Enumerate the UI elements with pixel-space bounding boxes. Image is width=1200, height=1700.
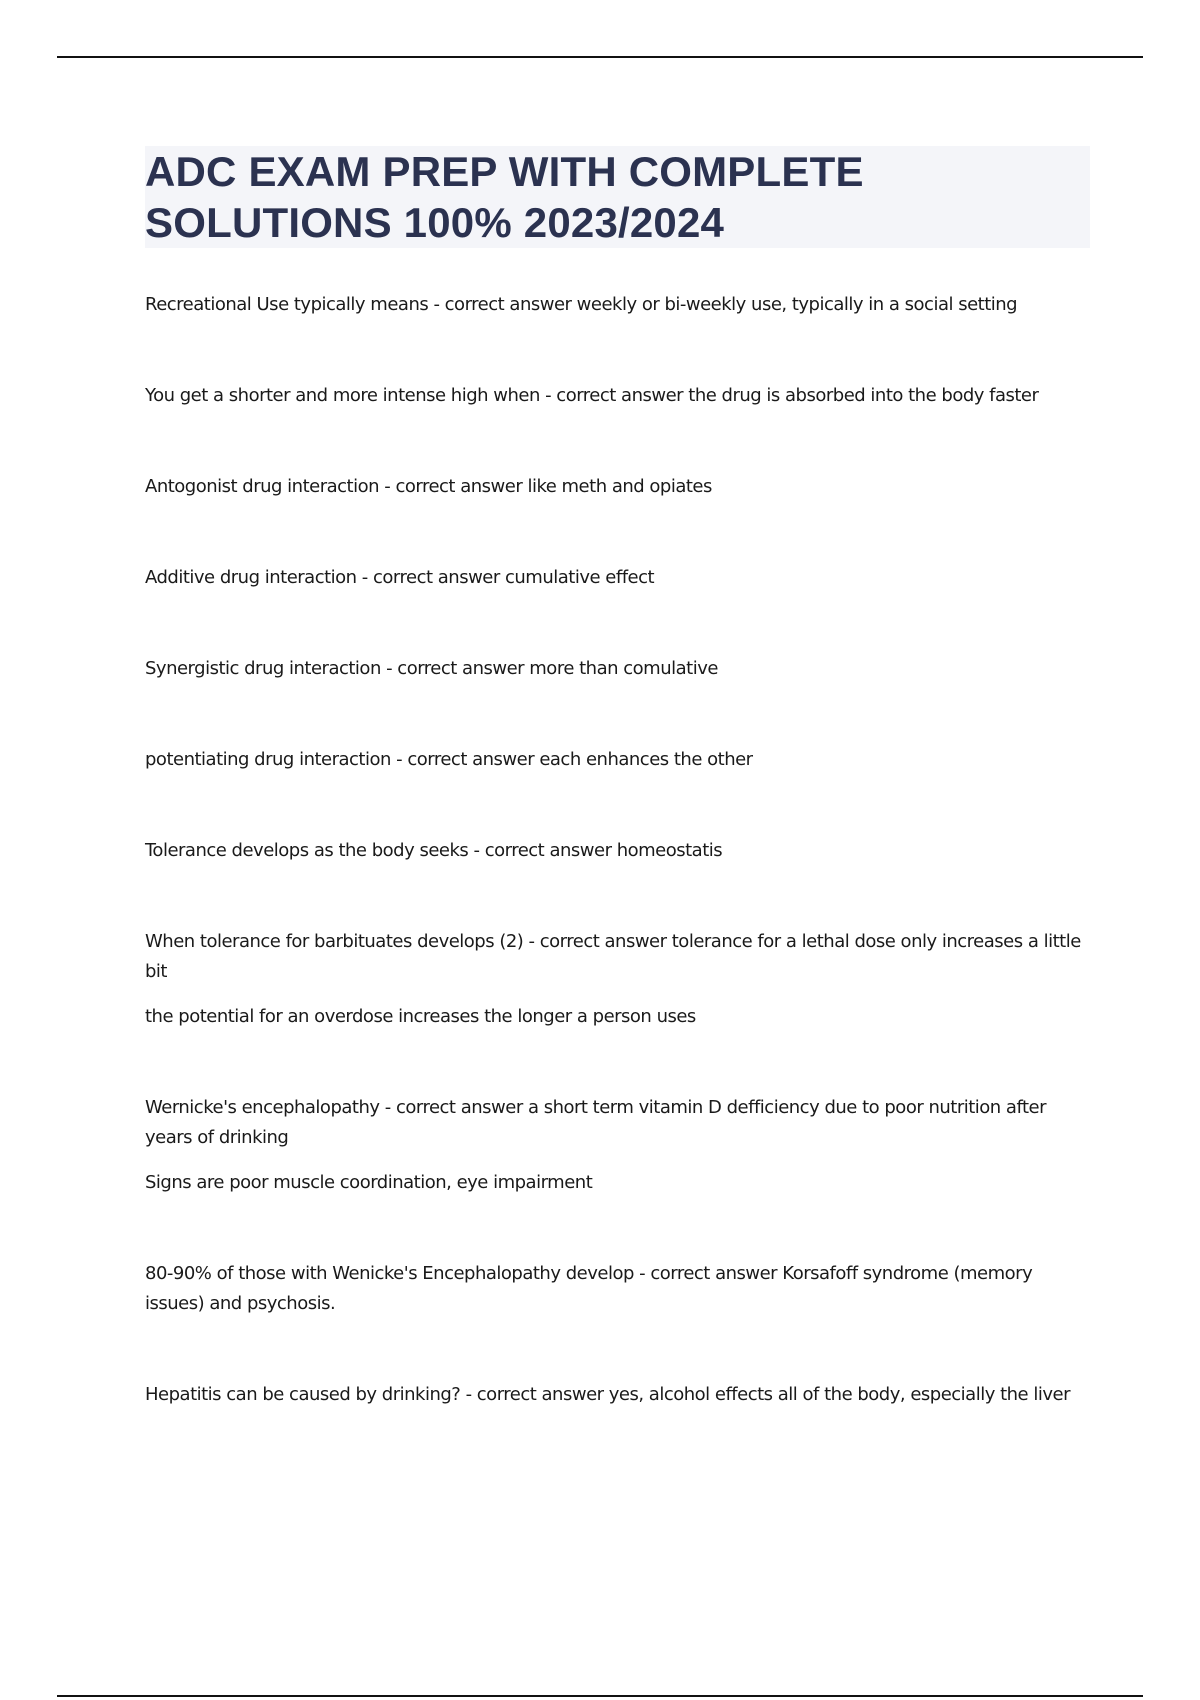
qa-text: Recreational Use typically means - correct answer weekly or bi-weekly use, typically in a social setting [145, 294, 1018, 315]
top-rule [57, 56, 1143, 58]
qa-item-4 [145, 563, 654, 593]
qa-text: Wernicke's encephalopathy - correct answer a short term vitamin D defficiency due to poor nutrition after years of drinking [145, 1097, 1047, 1148]
qa-text: Antogonist drug interaction - correct answer like meth and opiates [145, 476, 712, 497]
qa-text: 80-90% of those with Wenicke's Encephalopathy develop - correct answer Korsafoff syndrome (memory issues) and psychosis. [145, 1263, 1033, 1314]
qa-extra: Signs are poor muscle coordination, eye impairment [145, 1172, 593, 1193]
qa-item-1 [145, 290, 1017, 320]
qa-text: Hepatitis can be caused by drinking? - correct answer yes, alcohol effects all of the body, especially the liver [145, 1384, 1070, 1405]
title-line-1: ADC EXAM PREP WITH COMPLETE [145, 148, 864, 195]
title-line-2: SOLUTIONS 100% 2023/2024 [145, 199, 725, 246]
qa-item-8 [145, 927, 1090, 1032]
qa-item-5 [145, 654, 718, 684]
document-title [145, 146, 1090, 248]
qa-text: Tolerance develops as the body seeks - correct answer homeostatis [145, 840, 723, 861]
qa-item-11 [145, 1380, 1090, 1410]
qa-item-2 [145, 381, 1038, 411]
qa-text: Synergistic drug interaction - correct answer more than comulative [145, 658, 718, 679]
qa-item-6 [145, 745, 753, 775]
qa-item-9 [145, 1093, 1090, 1198]
bottom-rule [57, 1695, 1143, 1697]
qa-item-3 [145, 472, 712, 502]
qa-extra: the potential for an overdose increases the longer a person uses [145, 1006, 696, 1027]
qa-item-10 [145, 1259, 1090, 1319]
qa-text: Additive drug interaction - correct answer cumulative effect [145, 567, 655, 588]
qa-text: You get a shorter and more intense high when - correct answer the drug is absorbed into the body faster [145, 385, 1039, 406]
qa-item-7 [145, 836, 722, 866]
title-banner [145, 146, 1090, 248]
qa-text: When tolerance for barbituates develops (2) - correct answer tolerance for a lethal dose only increases a little bit [145, 931, 1081, 982]
qa-text: potentiating drug interaction - correct answer each enhances the other [145, 749, 753, 770]
